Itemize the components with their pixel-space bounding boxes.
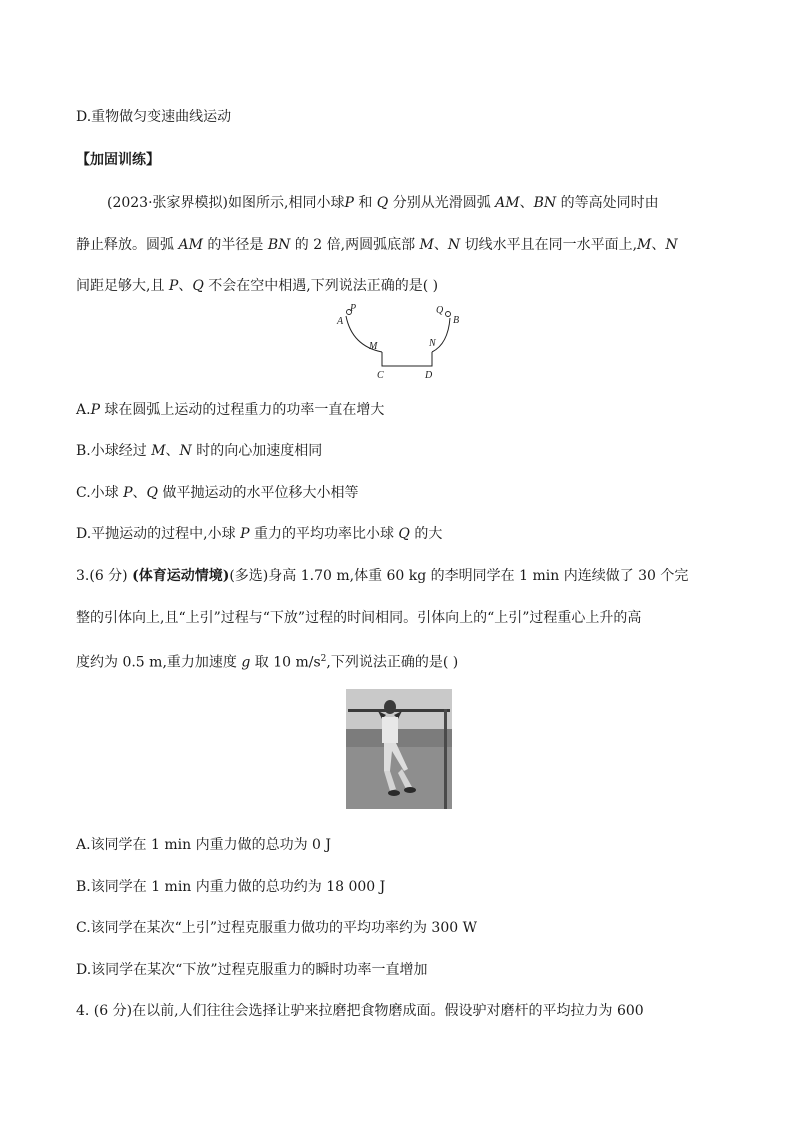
var-bn: BN [533,195,557,211]
text: 、 [132,485,147,501]
text: D.平抛运动的过程中,小球 [76,526,241,542]
problem3-option-c: C.该同学在某次“上引”过程克服重力做功的平均功率约为 300 W [76,920,477,936]
question-number: 3.(6 分) [76,568,133,584]
problem3-line2: 整的引体向上,且“上引”过程与“下放”过程的时间相同。引体向上的“上引”过程重心上升的高 [76,610,642,626]
text: 重力的平均功率比小球 [249,526,399,542]
label-p: P [350,303,357,314]
var-q: Q [146,485,159,501]
text: A. [76,402,91,418]
problem2-line2 [76,235,678,255]
text: 静止释放。圆弧 [76,237,179,253]
text: ,下列说法正确的是( ) [326,654,459,671]
text: 间距足够大,且 [76,278,169,294]
problem2-option-a [76,400,384,420]
var-p: P [123,485,133,501]
text: 度约为 0.5 m,重力加速度 [76,654,242,671]
problem3-option-a: A.该同学在 1 min 内重力做的总功为 0 J [76,837,332,853]
var-p: P [168,278,179,294]
var-m: M [637,237,652,253]
text: 的大 [409,526,443,542]
superscript: 2 [320,654,327,664]
label-a: A [337,316,344,327]
var-m: M [419,237,434,253]
text: 、 [178,278,193,294]
var-bn: BN [267,237,291,253]
var-n: N [447,237,461,253]
problem3-option-b: B.该同学在 1 min 内重力做的总功约为 18 000 J [76,879,386,895]
text: 的等高处同时由 [556,195,659,211]
ball-q [446,312,451,317]
var-q: Q [376,195,389,211]
var-q: Q [192,278,204,294]
arc-track-figure [332,302,472,382]
label-n: N [429,338,436,349]
section-tag: 【加固训练】 [76,152,160,168]
text: 切线水平且在同一水平面上, [460,237,638,253]
label-d: D [425,370,433,381]
problem2-option-d [76,524,442,544]
problem3-option-d: D.该同学在某次“下放”过程克服重力的瞬时功率一直增加 [76,962,428,978]
text: 、 [651,237,666,253]
text: 不会在空中相遇,下列说法正确的是( ) [203,278,439,294]
problem2-line3 [76,276,438,296]
prev-option-d: D.重物做匀变速曲线运动 [76,109,232,125]
context-tag: (体育运动情境) [132,568,230,584]
text: 分别从光滑圆弧 [388,195,496,211]
var-g: g [241,654,251,671]
problem2-line1 [107,193,659,213]
problem3-line3 [76,649,458,673]
var-p: P [90,402,100,418]
var-n: N [179,443,192,459]
text: 、 [433,237,448,253]
var-p: P [344,195,354,211]
label-b: B [453,315,460,326]
text: 取 10 m/s [250,654,321,671]
problem4-line1: 4. (6 分)在以前,人们往往会选择让驴来拉磨把食物磨成面。假设驴对磨杆的平均拉力为 600 [76,1003,644,1019]
var-p: P [240,526,250,542]
problem2-option-b [76,441,322,461]
var-n: N [665,237,678,253]
text: 的半径是 [202,237,268,253]
var-am: AM [495,195,520,211]
var-am: AM [178,237,203,253]
text: 的 2 倍,两圆弧底部 [290,237,420,253]
text: 时的向心加速度相同 [191,443,323,459]
var-q: Q [398,526,410,542]
label-q: Q [436,305,444,316]
text: 做平抛运动的水平位移大小相等 [158,485,359,501]
problem3-line1 [76,566,688,586]
text: 和 [353,195,377,211]
pit-outline [382,352,432,366]
text: B.小球经过 [76,443,152,459]
text: 球在圆弧上运动的过程重力的功率一直在增大 [99,402,385,418]
text: 、 [519,195,534,211]
pull-up-photo [346,689,452,809]
text: (多选)身高 1.70 m,体重 60 kg 的李明同学在 1 min 内连续做了 30 个完 [229,568,689,584]
label-c: C [377,370,384,381]
text: 、 [165,443,180,459]
text: C.小球 [76,485,124,501]
var-m: M [151,443,166,459]
problem2-option-c [76,483,358,503]
text: (2023·张家界模拟)如图所示,相同小球 [107,195,345,211]
label-m: M [369,341,378,352]
